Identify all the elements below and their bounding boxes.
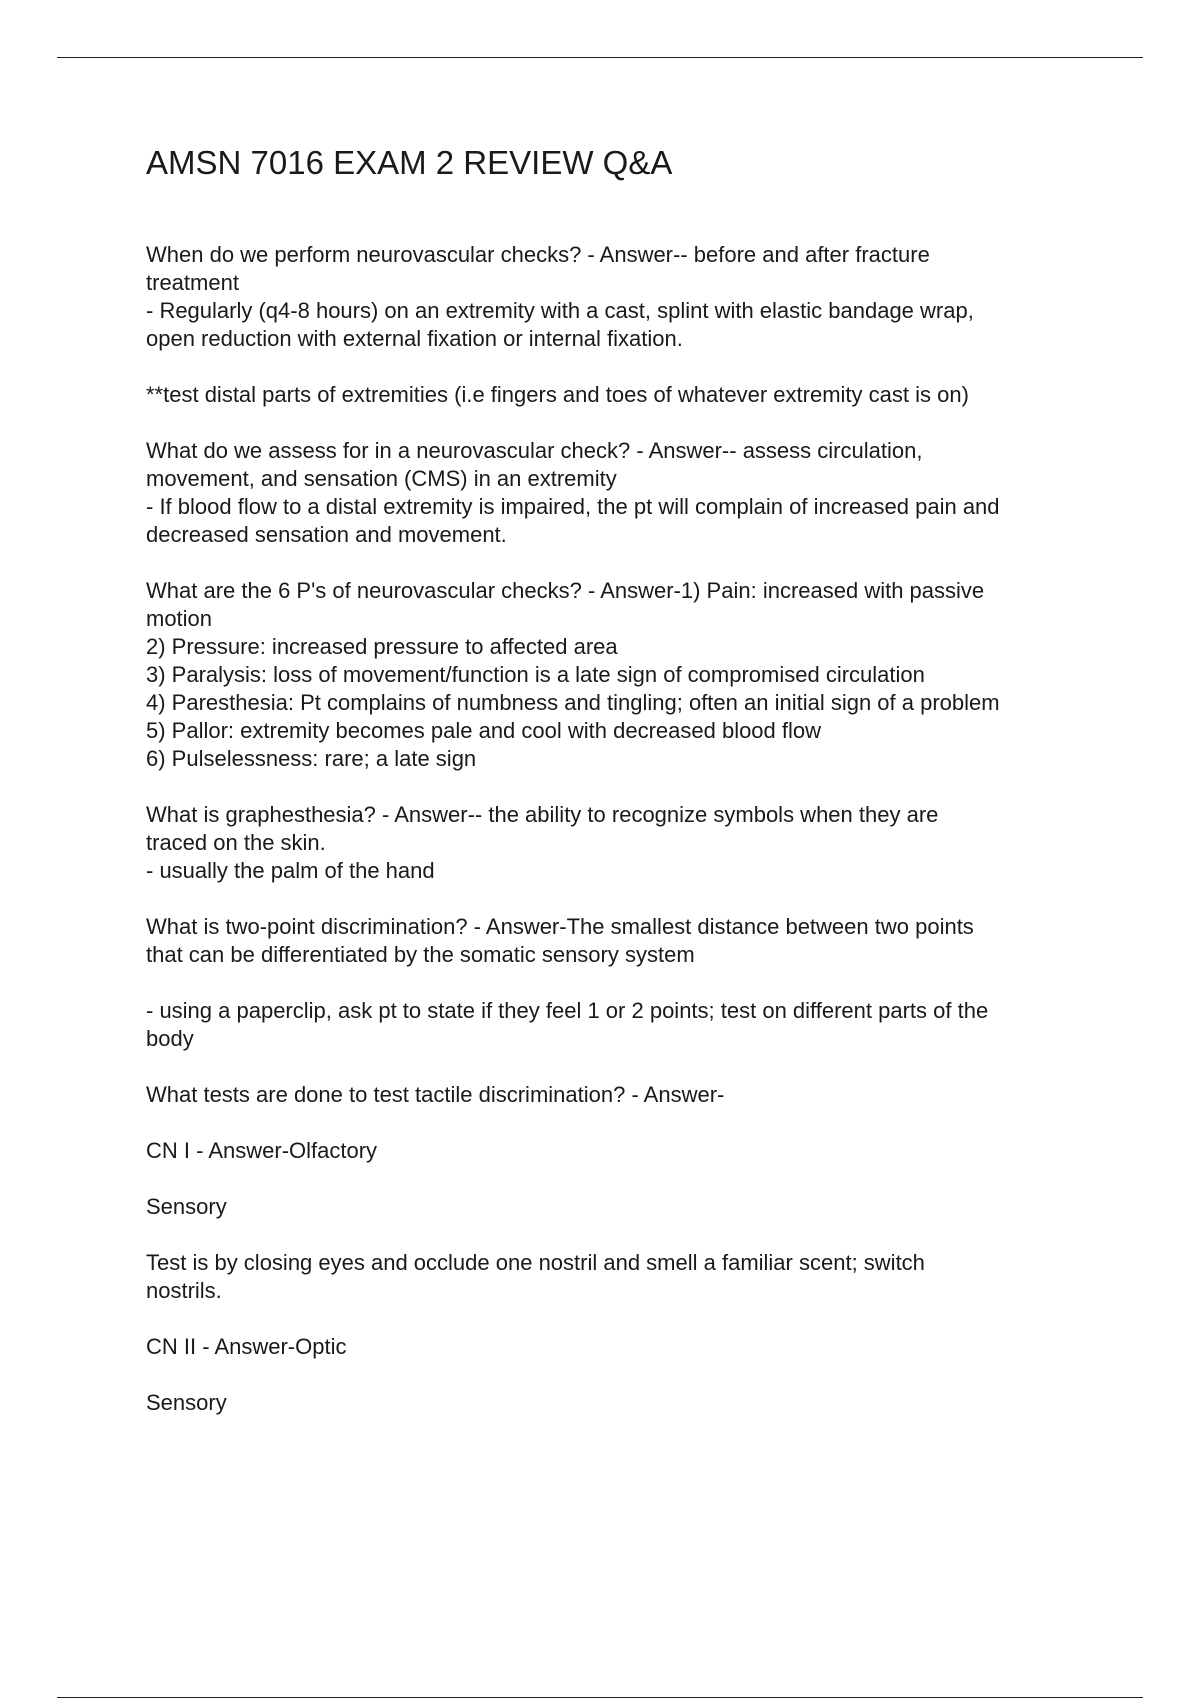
paragraph-gap: [146, 885, 1106, 913]
text-line: open reduction with external fixation or internal fixation.: [146, 326, 683, 351]
text-line: body: [146, 1026, 194, 1051]
paragraph-gap: [146, 1109, 1106, 1137]
text-line: - If blood flow to a distal extremity is impaired, the pt will complain of increased pain and: [146, 494, 1000, 519]
text-line: - using a paperclip, ask pt to state if they feel 1 or 2 points; test on different parts of the: [146, 998, 989, 1023]
text-line: Sensory: [146, 1194, 227, 1219]
text-line: 6) Pulselessness: rare; a late sign: [146, 746, 477, 771]
text-line: traced on the skin.: [146, 830, 326, 855]
text-line: movement, and sensation (CMS) in an extremity: [146, 466, 617, 491]
paragraph-gap: [146, 969, 1106, 997]
text-line: - Regularly (q4-8 hours) on an extremity with a cast, splint with elastic bandage wrap,: [146, 298, 974, 323]
text-line: When do we perform neurovascular checks? - Answer-- before and after fracture: [146, 242, 930, 267]
paragraph: [146, 913, 1106, 969]
text-line: nostrils.: [146, 1278, 222, 1303]
paragraph-gap: [146, 1221, 1106, 1249]
text-line: 2) Pressure: increased pressure to affected area: [146, 634, 618, 659]
paragraph: [146, 381, 1106, 409]
text-line: CN II - Answer-Optic: [146, 1334, 347, 1359]
text-line: 5) Pallor: extremity becomes pale and cool with decreased blood flow: [146, 718, 822, 743]
top-rule: [57, 57, 1143, 58]
paragraph-gap: [146, 549, 1106, 577]
text-line: What do we assess for in a neurovascular check? - Answer-- assess circulation,: [146, 438, 923, 463]
paragraph: [146, 241, 1106, 353]
paragraph: [146, 1193, 1106, 1221]
paragraph-gap: [146, 1361, 1106, 1389]
text-line: decreased sensation and movement.: [146, 522, 507, 547]
paragraph-gap: [146, 1165, 1106, 1193]
paragraph: [146, 1333, 1106, 1361]
text-line: **test distal parts of extremities (i.e fingers and toes of whatever extremity cast is on): [146, 382, 969, 407]
text-line: - usually the palm of the hand: [146, 858, 435, 883]
document-title: AMSN 7016 EXAM 2 REVIEW Q&A: [146, 144, 673, 181]
paragraph-gap: [146, 1305, 1106, 1333]
text-line: treatment: [146, 270, 239, 295]
paragraph-gap: [146, 773, 1106, 801]
paragraph: [146, 1081, 1106, 1109]
text-line: 3) Paralysis: loss of movement/function is a late sign of compromised circulation: [146, 662, 925, 687]
paragraph: [146, 1137, 1106, 1165]
text-line: What is two-point discrimination? - Answer-The smallest distance between two points: [146, 914, 974, 939]
text-line: What is graphesthesia? - Answer-- the ability to recognize symbols when they are: [146, 802, 939, 827]
text-line: 4) Paresthesia: Pt complains of numbness and tingling; often an initial sign of a problem: [146, 690, 1000, 715]
paragraph: [146, 437, 1106, 549]
paragraph-gap: [146, 409, 1106, 437]
text-line: Sensory: [146, 1390, 227, 1415]
paragraph-gap: [146, 1053, 1106, 1081]
paragraph: [146, 997, 1106, 1053]
text-line: CN I - Answer-Olfactory: [146, 1138, 378, 1163]
paragraph: [146, 801, 1106, 885]
document-body: [146, 241, 1106, 1417]
text-line: Test is by closing eyes and occlude one nostril and smell a familiar scent; switch: [146, 1250, 925, 1275]
bottom-rule: [57, 1697, 1143, 1698]
paragraph: [146, 1389, 1106, 1417]
text-line: that can be differentiated by the somatic sensory system: [146, 942, 695, 967]
paragraph-gap: [146, 353, 1106, 381]
paragraph: [146, 1249, 1106, 1305]
text-line: What are the 6 P's of neurovascular checks? - Answer-1) Pain: increased with passive: [146, 578, 985, 603]
text-line: What tests are done to test tactile discrimination? - Answer-: [146, 1082, 725, 1107]
text-line: motion: [146, 606, 213, 631]
paragraph: [146, 577, 1106, 773]
